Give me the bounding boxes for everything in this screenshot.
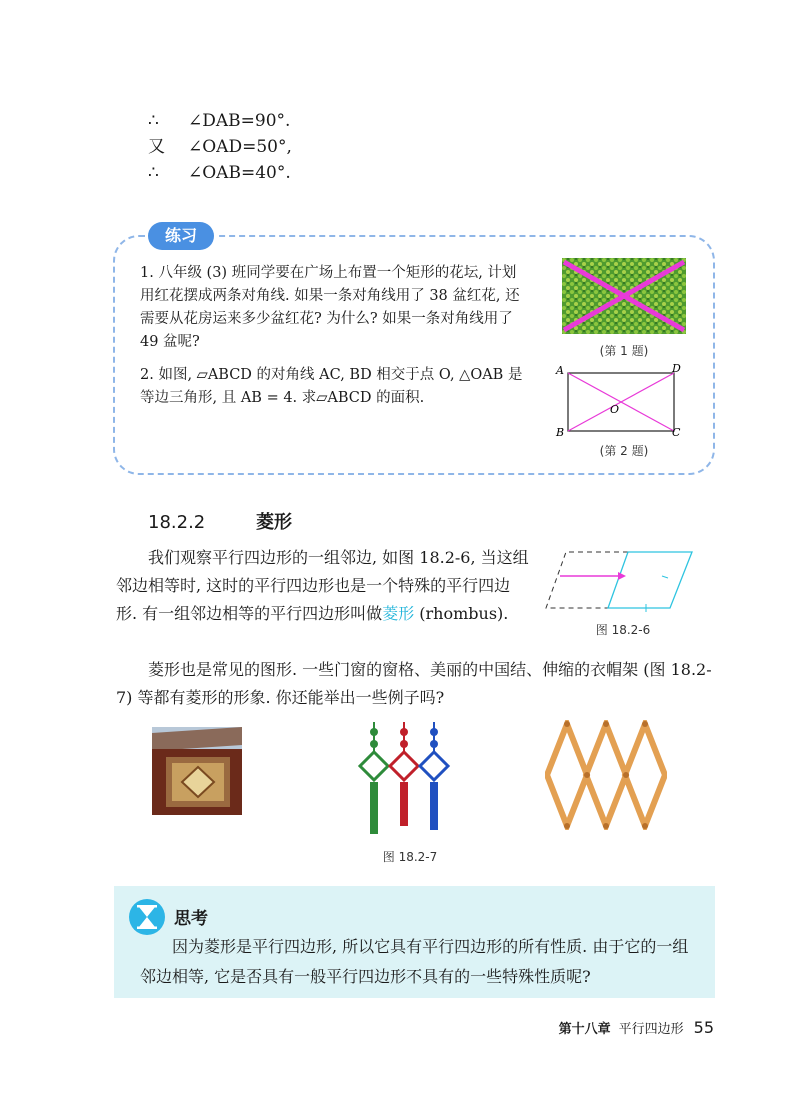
label-o: O — [610, 403, 620, 416]
tick-mark — [662, 576, 668, 578]
think-title: 思考 — [174, 909, 208, 929]
label-a: A — [556, 364, 564, 377]
knot-rhombus — [390, 752, 418, 780]
intro-text-end: (rhombus). — [414, 604, 509, 623]
section-title: 菱形 — [256, 512, 292, 533]
original-parallelogram — [546, 552, 628, 608]
knot-rhombus — [360, 752, 388, 780]
proof-line-3 — [148, 160, 291, 186]
think-text: 因为菱形是平行四边形, 所以它具有平行四边形的所有性质. 由于它的一组邻边相等, 它是否具有一般平行四边形不具有的一些特殊性质呢? — [140, 937, 689, 986]
proof-text: ∠DAB=90°. — [188, 111, 291, 131]
coat-rack-photo — [545, 720, 667, 830]
window-photo — [152, 727, 242, 815]
chapter-label: 第十八章 — [558, 1022, 611, 1037]
knot-rhombus — [420, 752, 448, 780]
rhombus-shape — [608, 552, 692, 608]
label-b: B — [556, 426, 565, 439]
fig2-caption: (第 2 题) — [599, 444, 649, 458]
chapter-topic: 平行四边形 — [618, 1022, 684, 1037]
label-c: C — [672, 426, 681, 439]
proof-line-1 — [148, 108, 290, 134]
chinese-knots-photo — [352, 722, 462, 838]
fig-18-2-7-caption: 图 18.2-7 — [382, 850, 438, 864]
page-footer — [559, 1018, 714, 1037]
intro-paragraph — [116, 544, 530, 628]
proof-text: ∠OAD=50°, — [188, 137, 292, 157]
hourglass-icon — [128, 898, 166, 936]
rectangle-abcd-figure — [550, 362, 690, 440]
exercise-item-2: 2. 如图, ▱ABCD 的对角线 AC, BD 相交于点 O, △OAB 是等边三角形, 且 AB = 4. 求▱ABCD 的面积. — [140, 367, 523, 406]
page-number: 55 — [693, 1018, 714, 1037]
arrow-head — [618, 572, 626, 580]
section-number: 18.2.2 — [148, 512, 206, 533]
proof-symbol: ∴ — [148, 111, 159, 131]
section-heading — [148, 508, 292, 534]
label-d: D — [672, 362, 681, 375]
exercise-label: 练习 — [148, 222, 214, 250]
exercise-item-1: 1. 八年级 (3) 班同学要在广场上布置一个矩形的花坛, 计划用红花摆成两条对角线. 如果一条对角线用了 38 盆红花, 还需要从花房运来多少盆红花? 为什么? 如果一条对角线用了 49 盆呢? — [140, 265, 520, 350]
proof-line-2 — [148, 134, 292, 160]
fig1-caption: (第 1 题) — [599, 344, 649, 358]
examples-paragraph: 菱形也是常见的图形. 一些门窗的窗格、美丽的中国结、伸缩的衣帽架 (图 18.2-7) 等都有菱形的形象. 你还能举出一些例子吗? — [116, 660, 712, 707]
parallelogram-figure — [540, 548, 700, 620]
proof-symbol: 又 — [148, 137, 165, 157]
proof-text: ∠OAB=40°. — [188, 163, 291, 183]
flower-bed-figure — [562, 258, 686, 334]
fig-18-2-6-caption: 图 18.2-6 — [595, 623, 651, 637]
proof-symbol: ∴ — [148, 163, 159, 183]
rhombus-term: 菱形 — [382, 604, 415, 623]
intro-text: 我们观察平行四边形的一组邻边, 如图 18.2-6, 当这组邻边相等时, 这时的平行四边形也是一个特殊的平行四边形. 有一组邻边相等的平行四边形叫做 — [116, 548, 529, 623]
